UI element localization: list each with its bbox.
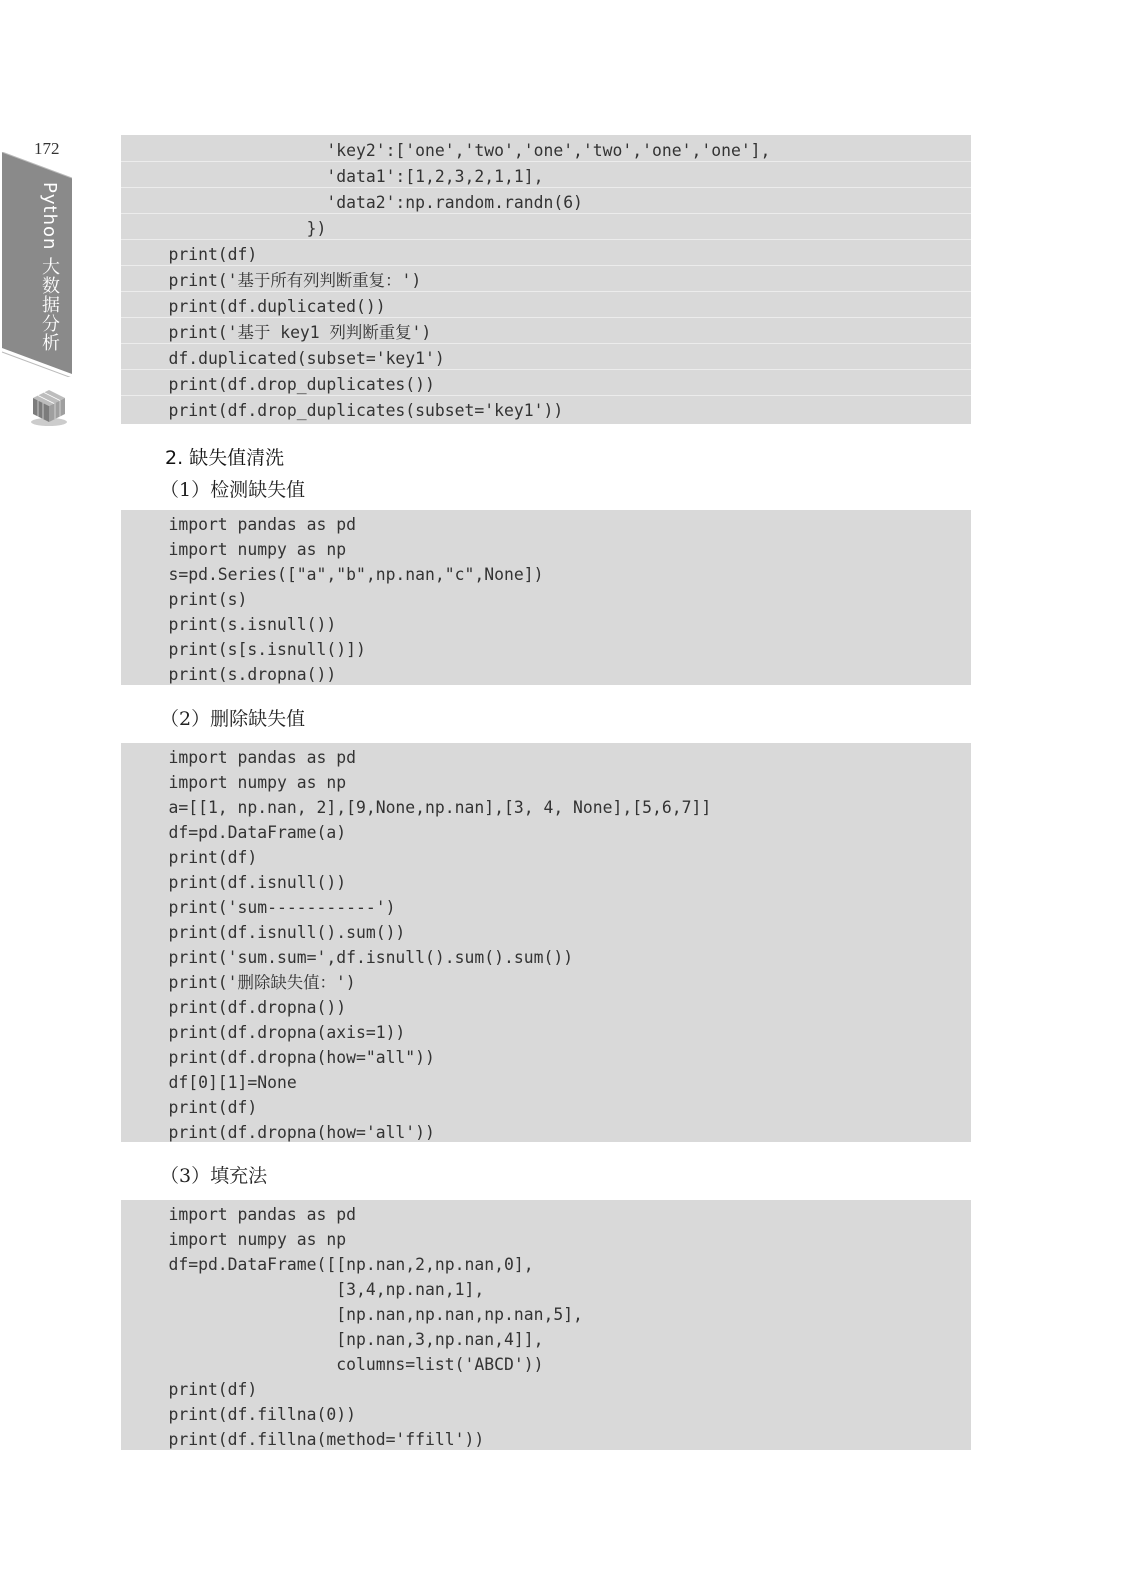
code-line: print(df.duplicated()): [129, 297, 386, 316]
code-line: print('基于所有列判断重复：'): [129, 271, 422, 290]
code-line: print(df.dropna(axis=1)): [129, 1023, 406, 1042]
code-line: df[0][1]=None: [129, 1073, 297, 1092]
code-line: print(s): [129, 590, 248, 609]
code-line: print(df.isnull().sum()): [129, 923, 406, 942]
code-line: print(df.fillna(method='ffill')): [129, 1430, 485, 1449]
code-line: import numpy as np: [129, 773, 347, 792]
code-line: print(df.dropna(how='all')): [129, 1123, 435, 1142]
code-line: import pandas as pd: [129, 515, 356, 534]
section-heading: 2. 缺失值清洗: [165, 447, 285, 469]
subsection-heading: （3）填充法: [160, 1165, 268, 1187]
code-line: [np.nan,3,np.nan,4]],: [129, 1330, 544, 1349]
code-line: print(s.dropna()): [129, 665, 337, 684]
code-line: print(s[s.isnull()]): [129, 640, 366, 659]
code-line: print(df): [129, 1380, 258, 1399]
code-line: }): [129, 219, 327, 238]
code-line: import pandas as pd: [129, 1205, 356, 1224]
code-line: df=pd.DataFrame(a): [129, 823, 347, 842]
code-line: import pandas as pd: [129, 748, 356, 767]
code-line: 'data2':np.random.randn(6): [129, 193, 583, 212]
code-line: 'key2':['one','two','one','two','one','one'],: [129, 141, 771, 160]
code-line: print(df.drop_duplicates()): [129, 375, 435, 394]
subsection-heading: （1）检测缺失值: [160, 479, 306, 501]
code-line: [np.nan,np.nan,np.nan,5],: [129, 1305, 583, 1324]
code-line: df.duplicated(subset='key1'): [129, 349, 445, 368]
code-block-drop-missing: [121, 743, 971, 1142]
code-line: print('sum.sum=',df.isnull().sum().sum()): [129, 948, 574, 967]
code-line: print(df.fillna(0)): [129, 1405, 356, 1424]
page-number: 172: [34, 139, 60, 158]
code-line: print(df.dropna()): [129, 998, 347, 1017]
book-title-vertical: Python 大数据分析: [39, 182, 60, 353]
code-line: df=pd.DataFrame([[np.nan,2,np.nan,0],: [129, 1255, 534, 1274]
code-line: print(df.drop_duplicates(subset='key1')): [129, 401, 564, 420]
code-line: import numpy as np: [129, 1230, 347, 1249]
code-line: print(df): [129, 245, 258, 264]
code-block-detect-missing: [121, 510, 971, 685]
code-line: print(s.isnull()): [129, 615, 337, 634]
cube-logo-icon: [27, 384, 71, 428]
code-block-fill-missing: [121, 1200, 971, 1450]
code-line: a=[[1, np.nan, 2],[9,None,np.nan],[3, 4, None],[5,6,7]]: [129, 798, 712, 817]
code-line: s=pd.Series(["a","b",np.nan,"c",None]): [129, 565, 544, 584]
code-line: print('sum-----------'): [129, 898, 396, 917]
code-line: print(df): [129, 1098, 258, 1117]
code-line: import numpy as np: [129, 540, 347, 559]
code-line: print(df.dropna(how="all")): [129, 1048, 435, 1067]
code-line: print(df): [129, 848, 258, 867]
code-line: [3,4,np.nan,1],: [129, 1280, 485, 1299]
subsection-heading: （2）删除缺失值: [160, 708, 306, 730]
code-block-duplicates: [121, 135, 971, 424]
code-line: print(df.isnull()): [129, 873, 347, 892]
code-line: columns=list('ABCD')): [129, 1355, 544, 1374]
code-line: print('删除缺失值：'): [129, 973, 356, 992]
code-line: print('基于 key1 列判断重复'): [129, 323, 432, 342]
code-line: 'data1':[1,2,3,2,1,1],: [129, 167, 544, 186]
